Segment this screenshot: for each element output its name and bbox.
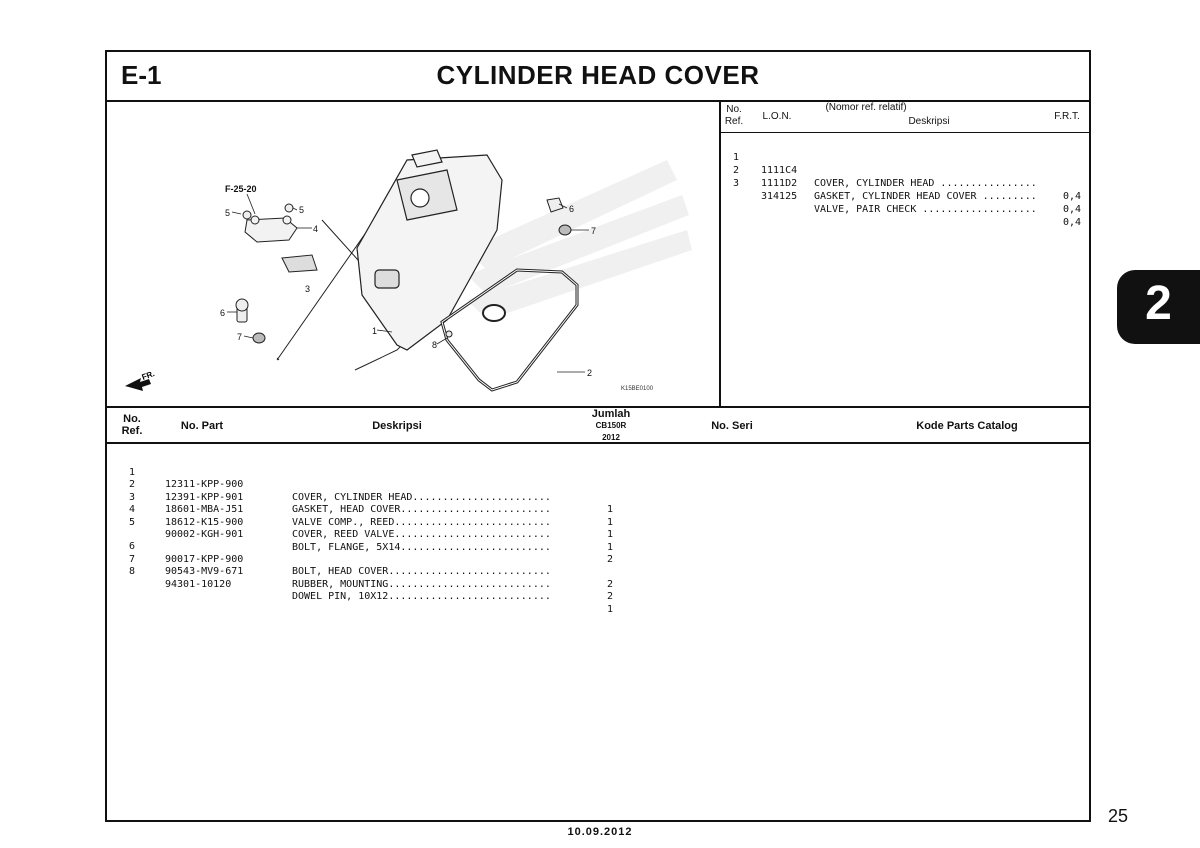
ref-ref-header: Ref.	[724, 116, 744, 127]
callout-5b: 5	[299, 205, 305, 215]
row-ref: 2	[129, 479, 136, 490]
frt-header: F.R.T.	[1054, 111, 1080, 122]
section-tab	[1117, 270, 1200, 344]
row-part-no: 90017-KPP-900	[165, 553, 244, 565]
row-desc: RUBBER, MOUNTING...........................	[292, 578, 551, 590]
ref-header: Ref.	[121, 425, 143, 437]
deskripsi-header: Deskripsi	[908, 116, 950, 127]
row-qty: 1	[607, 504, 614, 515]
title-row	[107, 52, 1089, 102]
row-part-no: 94301-10120	[165, 578, 232, 590]
ref-no: 3	[733, 178, 740, 189]
nomor-header: (Nomor ref. relatif)	[825, 102, 907, 113]
row-part-no: 12311-KPP-900	[165, 479, 244, 490]
row-qty: 1	[607, 541, 614, 553]
ref-no: 1	[733, 152, 740, 163]
ref-table-header	[719, 102, 1091, 133]
row-ref: 3	[129, 491, 136, 503]
row-qty: 1	[607, 516, 614, 528]
front-arrow-icon	[125, 369, 156, 391]
footer-date: 10.09.2012	[567, 826, 633, 838]
row-ref: 8	[129, 566, 136, 577]
kode-header: Kode Parts Catalog	[916, 420, 1018, 432]
callout-6a: 6	[220, 308, 226, 318]
ref-desc: VALVE, PAIR CHECK ...................	[814, 204, 1037, 215]
row-part-no: 18612-K15-900	[165, 516, 244, 528]
lon-header: L.O.N.	[762, 111, 792, 122]
no-header: No.	[123, 413, 141, 425]
fig-ref-label: F-25-20	[225, 184, 257, 194]
lon-code: 1111D2	[761, 178, 798, 189]
frt-value: 0,4	[1063, 217, 1082, 228]
ref-no: 2	[733, 165, 740, 176]
seri-header: No. Seri	[711, 420, 753, 432]
row-part-no: 12391-KPP-901	[165, 491, 244, 503]
section-code: E-1	[121, 60, 162, 90]
row-desc: BOLT, HEAD COVER...........................	[292, 566, 551, 577]
lon-code: 1111C4	[761, 165, 798, 176]
reed-valve-cover	[245, 216, 317, 272]
row-qty: 1	[607, 603, 614, 615]
page-title: CYLINDER HEAD COVER	[436, 60, 760, 90]
labor-reference-table	[719, 100, 1091, 406]
callout-4: 4	[313, 224, 319, 234]
row-desc: COVER, CYLINDER HEAD.......................	[292, 491, 551, 503]
exploded-diagram	[107, 100, 721, 406]
row-part-no: 90543-MV9-671	[165, 566, 244, 577]
callout-2: 2	[587, 368, 593, 378]
ref-no-header: No.	[726, 104, 742, 115]
row-ref: 7	[129, 553, 136, 565]
parts-table-body	[107, 454, 1089, 615]
row-ref: 1	[129, 466, 136, 478]
frt-value: 0,4	[1063, 191, 1082, 202]
image-code: K15BE0100	[621, 386, 654, 392]
diagram-svg	[107, 100, 719, 406]
callout-3: 3	[305, 284, 311, 294]
deskripsi-header: Deskripsi	[372, 420, 422, 432]
row-desc: COVER, REED VALVE..........................	[292, 529, 551, 540]
callout-7b: 7	[591, 226, 597, 236]
row-ref: 5	[129, 516, 136, 528]
jumlah-header: Jumlah	[591, 408, 631, 420]
row-qty: 2	[607, 578, 614, 590]
row-desc: BOLT, FLANGE, 5X14.........................	[292, 541, 551, 553]
row-qty: 2	[607, 591, 614, 602]
page-number: 25	[1108, 806, 1129, 826]
lon-code: 314125	[761, 191, 798, 202]
catalog-frame	[105, 50, 1091, 822]
gasket-ring	[483, 305, 505, 321]
parts-table-header	[107, 406, 1089, 444]
part-no-header: No. Part	[180, 420, 224, 432]
row-desc: DOWEL PIN, 10X12...........................	[292, 591, 551, 602]
ref-desc: GASKET, CYLINDER HEAD COVER .........	[814, 191, 1037, 202]
frt-value: 0,4	[1063, 204, 1082, 215]
callout-8: 8	[432, 340, 438, 350]
year-header: 2012	[602, 433, 620, 442]
fr-label: FR.	[140, 369, 156, 382]
cylinder-head-cover	[357, 150, 502, 350]
row-desc: GASKET, HEAD COVER.........................	[292, 504, 551, 515]
ref-desc: COVER, CYLINDER HEAD ................	[814, 178, 1037, 189]
row-part-no: 90002-KGH-901	[165, 529, 244, 540]
row-ref: 4	[129, 504, 136, 515]
callout-6b: 6	[569, 204, 575, 214]
row-qty: 1	[607, 529, 614, 540]
callout-5a: 5	[225, 208, 231, 218]
section-tab-number: 2	[1145, 277, 1172, 330]
callout-1: 1	[372, 326, 378, 336]
row-part-no: 18601-MBA-J51	[165, 504, 244, 515]
row-qty: 2	[607, 554, 614, 565]
row-desc: VALVE COMP., REED..........................	[292, 516, 551, 528]
ref-table-rows	[719, 138, 1091, 228]
row-ref: 6	[129, 541, 136, 552]
callout-7a: 7	[237, 332, 243, 342]
model-header: CB150R	[595, 421, 627, 430]
